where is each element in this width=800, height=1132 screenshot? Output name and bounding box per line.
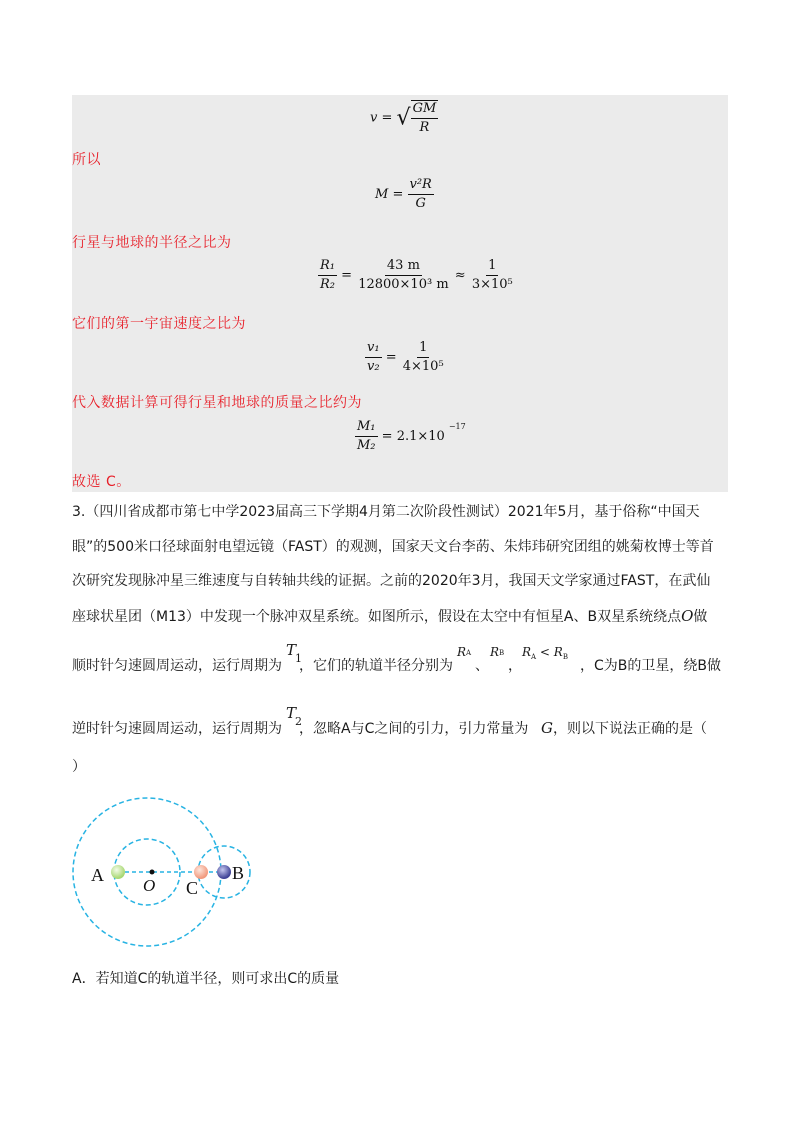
math-RB: R B xyxy=(490,645,505,659)
label-radius-ratio: 行星与地球的半径之比为 xyxy=(72,235,232,251)
label-A: A xyxy=(91,865,104,885)
question-line-7: ） xyxy=(72,759,86,775)
question-line-1: 3.（四川省成都市第七中学2023届高三下学期4月第二次阶段性测试）2021年5月，基于俗称“中国天 xyxy=(72,504,700,520)
math-T2: T 2 xyxy=(286,704,302,728)
math-RA-lt-RB: RA < RB xyxy=(522,645,568,661)
label-mass-ratio: 代入数据计算可得行星和地球的质量之比约为 xyxy=(72,395,362,411)
label-answer: 故选 C。 xyxy=(72,474,131,490)
equation-M: M = $\frac{\text{v²R}}{G}$ xyxy=(375,177,432,211)
option-a[interactable]: A．若知道C的轨道半径，则可求出C的质量 xyxy=(72,971,340,987)
center-O-dot xyxy=(150,870,155,875)
label-O: O xyxy=(143,876,156,895)
star-B xyxy=(217,865,231,879)
question-line-5-sep: 、 xyxy=(475,658,489,674)
equation-radius-ratio: $\frac{\text{R₁}}{\text{R₂}}$ = $\frac{43 m}{\text{12800×10³ m}}$ ≈ $\frac{1}{\text{3×10⁵}}$ xyxy=(320,258,513,292)
question-line-4: 座球状星团（M13）中发现一个脉冲双星系统。如图所示，假设在太空中有恒星A、B双星系统绕点O做 xyxy=(72,607,708,625)
equation-v: v = √ $\frac{GM}{R}$ xyxy=(370,101,437,135)
binary-star-diagram xyxy=(70,788,270,958)
satellite-C xyxy=(194,865,208,879)
question-line-2: 眼”的500米口径球面射电望远镜（FAST）的观测，国家天文台李菂、朱炜玮研究团组的姚菊枚博士等首 xyxy=(72,539,714,555)
equation-velocity-ratio: $\frac{\text{v₁}}{\text{v₂}}$ = $\frac{1}{\text{4×10⁵}}$ xyxy=(367,340,444,374)
question-line-5-comma: ， xyxy=(508,658,522,674)
label-C: C xyxy=(186,878,199,898)
question-line-5a: 顺时针匀速圆周运动，运行周期为 xyxy=(72,658,282,674)
question-line-5c: ，C为B的卫星，绕B做 xyxy=(580,658,721,674)
label-B: B xyxy=(232,863,245,883)
math-G: G xyxy=(541,719,553,737)
math-RA: R A xyxy=(457,645,472,659)
math-T1: T 1 xyxy=(286,641,302,665)
question-line-3: 次研究发现脉冲星三维速度与自转轴共线的证据。之前的2020年3月，我国天文学家通过FAST，在武仙 xyxy=(72,573,711,589)
question-line-6c: ，则以下说法正确的是（ xyxy=(553,721,707,737)
star-A xyxy=(111,865,125,879)
question-line-6a: 逆时针匀速圆周运动，运行周期为 xyxy=(72,721,282,737)
question-line-5b: ，它们的轨道半径分别为 xyxy=(299,658,453,674)
equation-mass-ratio: $\frac{\text{M₁}}{\text{M₂}}$ = $2.1\times 10^{-17}$ xyxy=(357,419,466,453)
question-line-6b: ，忽略A与C之间的引力，引力常量为 xyxy=(299,721,529,737)
label-velocity-ratio: 它们的第一宇宙速度之比为 xyxy=(72,316,246,332)
label-so: 所以 xyxy=(72,152,101,168)
